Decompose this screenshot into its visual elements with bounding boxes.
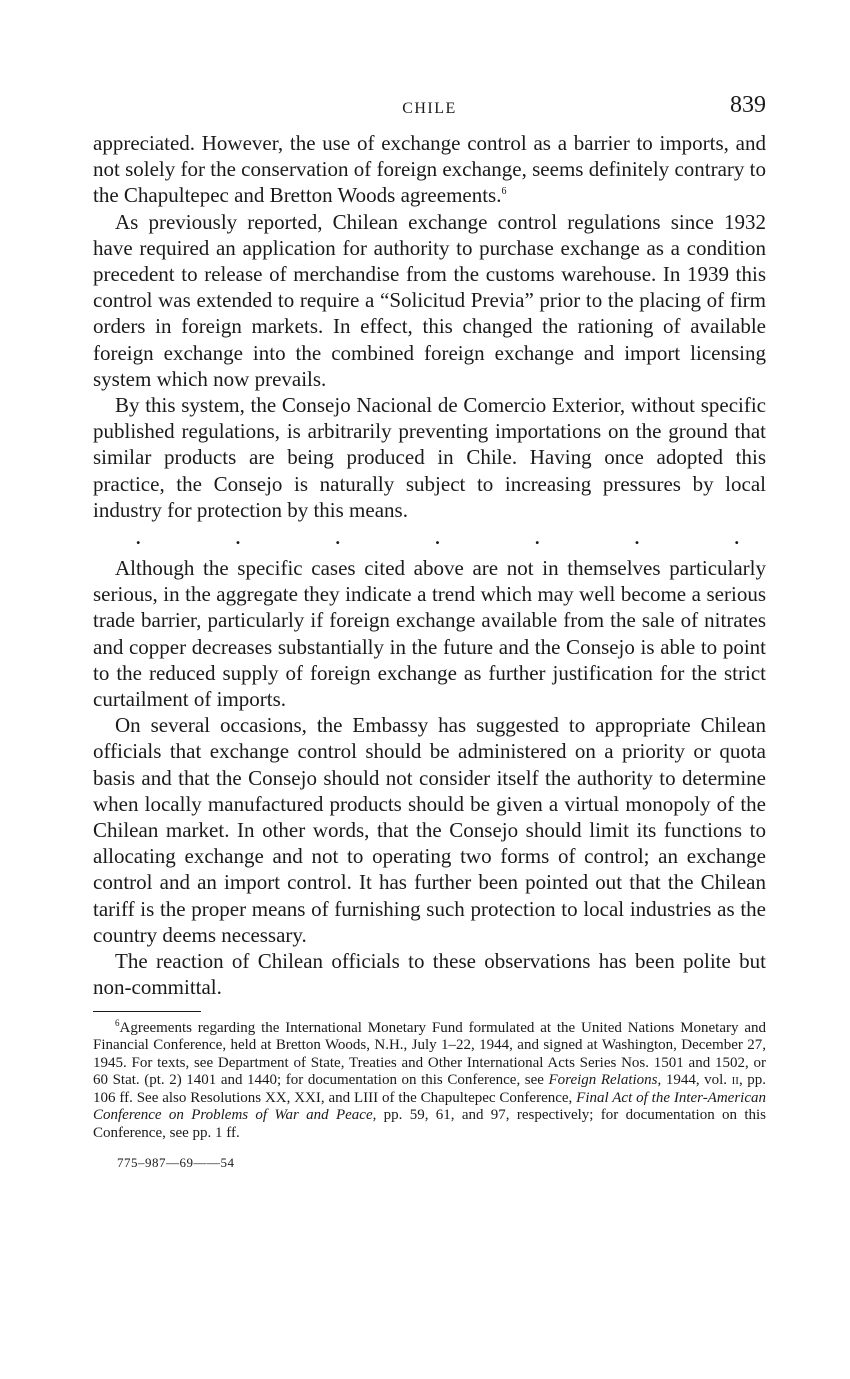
ellipsis-dot: .	[734, 528, 739, 549]
running-head	[93, 92, 766, 122]
paragraph-1-text: appreciated. However, the use of exchange control as a barrier to imports, and not solely for the conservation of foreign exchange, seems definitely contrary to the Chapultepec and Bretton Woods agreements.	[93, 131, 766, 208]
document-page	[93, 92, 766, 1171]
footnote-reference: 6	[501, 186, 507, 198]
ellipsis-dot: .	[335, 528, 340, 549]
ellipsis-dot: .	[535, 528, 540, 549]
ellipsis-dot: .	[136, 528, 141, 549]
paragraph-4: Although the specific cases cited above are not in themselves particularly serious, in the aggregate they indicate a trend which may well become a serious trade barrier, particularly if foreign exchange available from the sale of nitrates and copper decreases substantially in the future and the Consejo is able to point to the reduced supply of foreign exchange as further justification for the strict curtailment of imports.	[93, 556, 766, 712]
paragraph-3: By this system, the Consejo Nacional de Comercio Exterior, without specific published regulations, is arbitrarily preventing importations on the ground that similar products are being produced in Chile. Having once adopted this practice, the Consejo is naturally subject to increasing pressures by local industry for protection by this means.	[93, 393, 766, 522]
ellipsis-dot: .	[634, 528, 640, 549]
footnote-italic-title-1: Foreign Relations	[548, 1072, 658, 1089]
paragraph-6: The reaction of Chilean officials to these observations has been polite but non-committal.	[93, 949, 766, 1000]
footnote-text-3: , pp. 106 ff. See also Resolutions XX, XXI, and LIII of the Chapultepec Conference,	[93, 1072, 767, 1106]
paragraph-5: On several occasions, the Embassy has suggested to appropriate Chilean officials that exchange control should be administered on a priority or quota basis and that the Consejo should not consider itself the authority to determine when locally manufactured products should be given a virtual monopoly of the Chilean market. In other words, that the Consejo should limit its functions to allocating exchange and not to operating two forms of control; an exchange control and an import control. It has further been pointed out that the Chilean tariff is the proper means of furnishing such protection to local industries as the country deems necessary.	[93, 713, 766, 947]
body-text	[93, 130, 766, 1001]
footnote-volume-numeral: ii	[731, 1072, 739, 1089]
paragraph-2: As previously reported, Chilean exchange control regulations since 1932 have required an application for authority to purchase exchange as a condition precedent to release of merchandise from the customs warehouse. In 1939 this control was extended to require a “Solicitud Previa” prior to the placing of firm orders in foreign markets. In effect, this changed the rationing of available foreign exchange into the combined foreign exchange and import licensing system which now prevails.	[93, 209, 766, 391]
ellipsis-row	[93, 523, 766, 555]
footnote-text-4: , pp. 59, 61, and 97, respectively; for documentation on this Conference, see pp. 1 ff.	[93, 1107, 766, 1142]
print-code: 775–987—69——54	[117, 1154, 235, 1170]
footnote	[93, 1017, 767, 1143]
paragraph-1	[93, 130, 766, 209]
footnote-text-2: , 1944, vol.	[657, 1072, 732, 1089]
footnote-italic-title-2: Final Act of the Inter-American Conference on Problems of War and Peace	[93, 1089, 767, 1124]
ellipsis-dot: .	[235, 528, 241, 549]
running-title: CHILE	[402, 100, 457, 117]
footnote-text-1: Agreements regarding the International Monetary Fund formulated at the United Nations Monetary and Financial Conference, held at Bretton Woods, N.H., July 1–22, 1944, and signed at Washington, December 27, 1945. For texts, see Department of State, Treaties and Other International Acts Series Nos. 1501 and 1502, or 60 Stat. (pt. 2) 1401 and 1440; for documentation on this Conference, see	[93, 1019, 766, 1089]
footnote-number: 6	[115, 1017, 120, 1028]
page-number: 839	[730, 92, 766, 118]
footnote-divider	[93, 1011, 201, 1012]
ellipsis-dot: .	[435, 528, 440, 549]
